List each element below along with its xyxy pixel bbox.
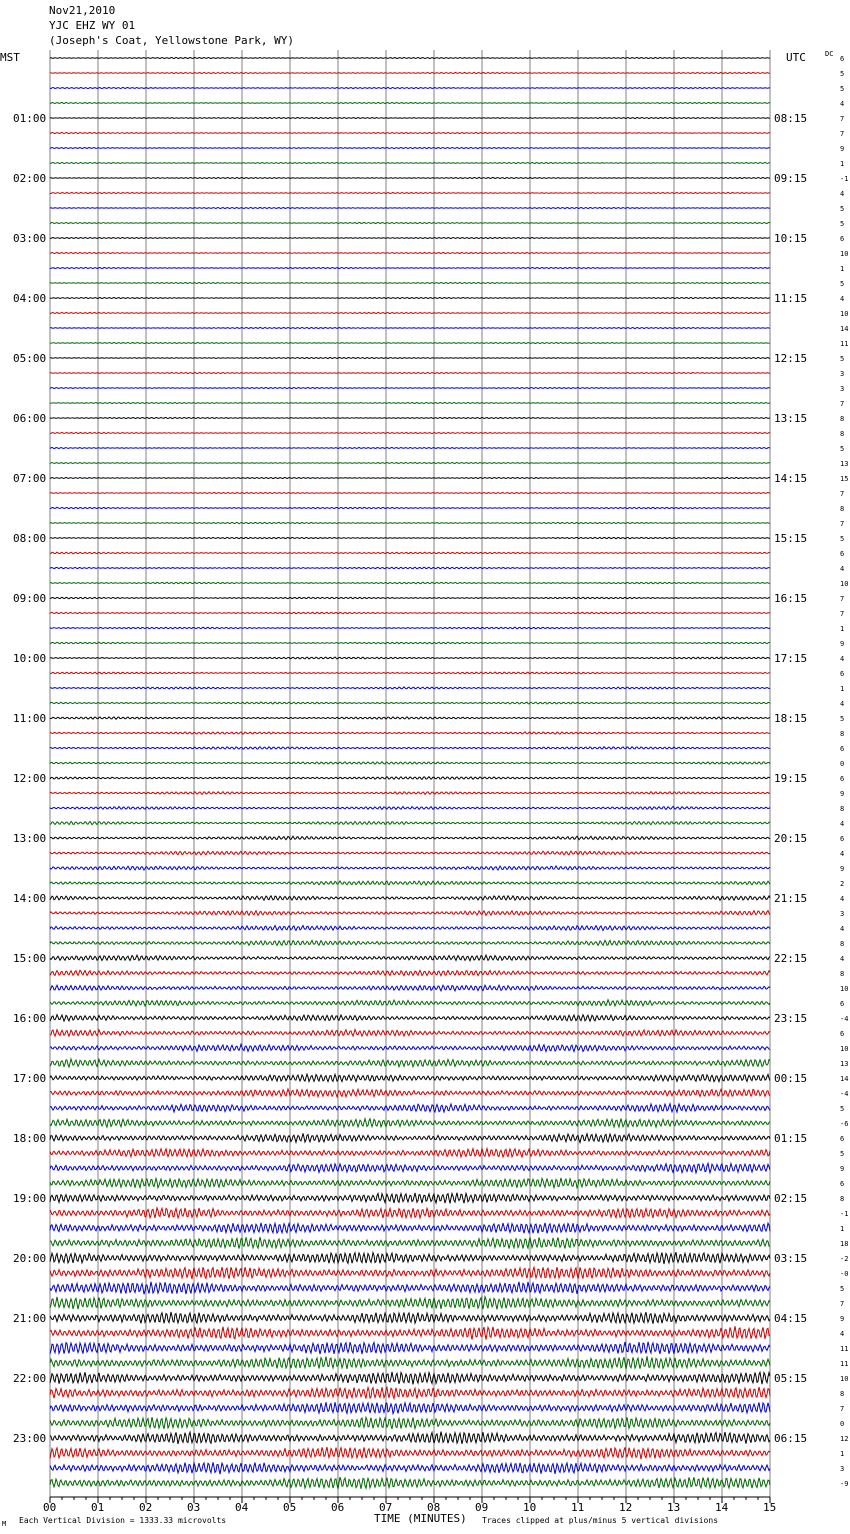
right-hour-label: 19:15	[774, 772, 808, 785]
left-hour-label: 10:00	[13, 652, 47, 665]
trace-42	[50, 687, 770, 689]
trace-13	[50, 252, 770, 253]
dc-offset-95: -9	[840, 1480, 849, 1488]
x-tick-label-14: 14	[715, 1501, 729, 1514]
dc-offset-24: 8	[840, 415, 845, 423]
right-hour-label: 18:15	[774, 712, 808, 725]
left-hour-label: 19:00	[13, 1192, 47, 1205]
dc-offset-40: 4	[840, 655, 845, 663]
dc-offset-26: 5	[840, 445, 845, 453]
dc-offset-60: 4	[840, 955, 845, 963]
dc-offset-68: 14	[840, 1075, 849, 1083]
dc-offset-32: 5	[840, 535, 845, 543]
trace-34	[50, 567, 770, 569]
trace-11	[50, 222, 770, 223]
trace-45	[50, 732, 770, 734]
dc-offset-21: 3	[840, 370, 845, 378]
trace-87	[50, 1356, 770, 1369]
trace-95	[50, 1477, 770, 1489]
trace-6	[50, 147, 770, 148]
clip-note: Traces clipped at plus/minus 5 vertical divisions	[482, 1516, 719, 1525]
right-hour-label: 13:15	[774, 412, 808, 425]
dc-offset-8: -1	[840, 175, 849, 183]
dc-offset-19: 11	[840, 340, 849, 348]
trace-2	[50, 87, 770, 88]
dc-offset-65: 6	[840, 1030, 845, 1038]
x-tick-label-13: 13	[667, 1501, 681, 1514]
trace-53	[50, 851, 770, 855]
dc-offset-48: 6	[840, 775, 845, 783]
dc-offset-66: 10	[840, 1045, 849, 1053]
left-hour-label: 02:00	[13, 172, 47, 185]
dc-offset-15: 5	[840, 280, 845, 288]
dc-offset-34: 4	[840, 565, 845, 573]
right-hour-label: 12:15	[774, 352, 808, 365]
trace-88	[50, 1372, 770, 1385]
dc-offset-81: -0	[840, 1270, 849, 1278]
header-station: YJC EHZ WY 01	[49, 19, 136, 32]
trace-50	[50, 806, 770, 809]
right-hour-label: 15:15	[774, 532, 808, 545]
trace-65	[50, 1029, 770, 1036]
trace-8	[50, 177, 770, 178]
dc-offset-47: 0	[840, 760, 845, 768]
dc-offset-87: 11	[840, 1360, 849, 1368]
x-tick-label-8: 08	[427, 1501, 441, 1514]
right-hour-label: 04:15	[774, 1312, 808, 1325]
right-hour-label: 21:15	[774, 892, 808, 905]
trace-48	[50, 777, 770, 780]
left-hour-label: 07:00	[13, 472, 47, 485]
left-hour-label: 09:00	[13, 592, 47, 605]
dc-offset-12: 6	[840, 235, 845, 243]
dc-offset-29: 7	[840, 490, 845, 498]
trace-18	[50, 327, 770, 328]
header-location: (Joseph's Coat, Yellowstone Park, WY)	[49, 34, 295, 47]
x-tick-label-3: 03	[187, 1501, 201, 1514]
dc-offset-85: 4	[840, 1330, 845, 1338]
right-hour-label: 10:15	[774, 232, 808, 245]
right-hour-label: 08:15	[774, 112, 808, 125]
trace-43	[50, 702, 770, 704]
trace-14	[50, 267, 770, 268]
dc-offset-0: 6	[840, 55, 845, 63]
x-tick-label-1: 01	[91, 1501, 105, 1514]
trace-24	[50, 417, 770, 418]
trace-51	[50, 821, 770, 824]
trace-9	[50, 192, 770, 193]
trace-83	[50, 1297, 770, 1310]
trace-69	[50, 1089, 770, 1097]
dc-offset-17: 10	[840, 310, 849, 318]
dc-offset-28: 15	[840, 475, 849, 483]
dc-offset-89: 8	[840, 1390, 845, 1398]
trace-72	[50, 1133, 770, 1142]
right-hour-label: 22:15	[774, 952, 808, 965]
dc-offset-76: 8	[840, 1195, 845, 1203]
trace-29	[50, 492, 770, 493]
x-tick-label-11: 11	[571, 1501, 585, 1514]
dc-offset-31: 7	[840, 520, 845, 528]
trace-57	[50, 911, 770, 916]
x-tick-label-15: 15	[763, 1501, 777, 1514]
dc-offset-16: 4	[840, 295, 845, 303]
trace-55	[50, 881, 770, 885]
dc-offset-27: 13	[840, 460, 849, 468]
dc-offset-30: 8	[840, 505, 845, 513]
dc-offset-55: 2	[840, 880, 845, 888]
dc-offset-41: 6	[840, 670, 845, 678]
trace-76	[50, 1193, 770, 1204]
dc-offset-54: 9	[840, 865, 845, 873]
trace-67	[50, 1059, 770, 1067]
dc-offset-6: 9	[840, 145, 845, 153]
left-hour-label: 17:00	[13, 1072, 47, 1085]
trace-1	[50, 72, 770, 73]
dc-offset-84: 9	[840, 1315, 845, 1323]
right-hour-label: 20:15	[774, 832, 808, 845]
trace-59	[50, 940, 770, 945]
dc-offset-79: 18	[840, 1240, 849, 1248]
trace-39	[50, 642, 770, 644]
x-axis-title: TIME (MINUTES)	[374, 1512, 467, 1525]
dc-offset-14: 1	[840, 265, 845, 273]
trace-78	[50, 1223, 770, 1233]
dc-offset-59: 8	[840, 940, 845, 948]
trace-74	[50, 1163, 770, 1173]
x-tick-label-7: 07	[379, 1501, 393, 1514]
trace-28	[50, 477, 770, 478]
trace-52	[50, 836, 770, 840]
trace-26	[50, 447, 770, 448]
right-hour-label: 09:15	[774, 172, 808, 185]
dc-offset-70: 5	[840, 1105, 845, 1113]
right-hour-label: 16:15	[774, 592, 808, 605]
dc-offset-82: 5	[840, 1285, 845, 1293]
dc-offset-83: 7	[840, 1300, 845, 1308]
left-hour-label: 03:00	[13, 232, 47, 245]
trace-23	[50, 402, 770, 403]
trace-0	[50, 57, 770, 58]
dc-offset-91: 0	[840, 1420, 845, 1428]
dc-offset-10: 5	[840, 205, 845, 213]
trace-38	[50, 627, 770, 629]
right-hour-label: 01:15	[774, 1132, 808, 1145]
x-tick-label-9: 09	[475, 1501, 489, 1514]
left-hour-label: 12:00	[13, 772, 47, 785]
trace-37	[50, 612, 770, 614]
dc-offset-92: 12	[840, 1435, 849, 1443]
right-hour-label: 23:15	[774, 1012, 808, 1025]
trace-33	[50, 552, 770, 554]
dc-offset-58: 4	[840, 925, 845, 933]
dc-offset-23: 7	[840, 400, 845, 408]
trace-91	[50, 1417, 770, 1429]
trace-79	[50, 1237, 770, 1249]
dc-offset-51: 4	[840, 820, 845, 828]
trace-22	[50, 387, 770, 388]
trace-44	[50, 717, 770, 719]
x-tick-label-12: 12	[619, 1501, 633, 1514]
dc-offset-78: 1	[840, 1225, 845, 1233]
trace-25	[50, 432, 770, 433]
dc-offset-9: 4	[840, 190, 845, 198]
dc-offset-46: 6	[840, 745, 845, 753]
dc-offset-64: -4	[840, 1015, 849, 1023]
trace-61	[50, 970, 770, 976]
dc-offset-37: 7	[840, 610, 845, 618]
trace-16	[50, 297, 770, 298]
dc-offset-63: 6	[840, 1000, 845, 1008]
trace-90	[50, 1402, 770, 1413]
right-hour-label: 03:15	[774, 1252, 808, 1265]
left-hour-label: 05:00	[13, 352, 47, 365]
trace-81	[50, 1267, 770, 1279]
trace-10	[50, 207, 770, 208]
left-hour-label: 21:00	[13, 1312, 47, 1325]
trace-82	[50, 1282, 770, 1295]
trace-62	[50, 985, 770, 991]
dc-offset-73: 5	[840, 1150, 845, 1158]
dc-offset-74: 9	[840, 1165, 845, 1173]
trace-4	[50, 117, 770, 118]
left-hour-label: 14:00	[13, 892, 47, 905]
trace-7	[50, 162, 770, 163]
dc-offset-42: 1	[840, 685, 845, 693]
trace-5	[50, 132, 770, 133]
trace-63	[50, 1000, 770, 1006]
header-date: Nov21,2010	[49, 4, 116, 17]
trace-12	[50, 237, 770, 238]
trace-27	[50, 462, 770, 463]
trace-40	[50, 657, 770, 659]
trace-60	[50, 955, 770, 961]
trace-20	[50, 357, 770, 358]
dc-offset-90: 7	[840, 1405, 845, 1413]
dc-offset-88: 10	[840, 1375, 849, 1383]
dc-offset-80: -2	[840, 1255, 849, 1263]
trace-group	[50, 55, 848, 1489]
trace-93	[50, 1447, 770, 1459]
trace-54	[50, 866, 770, 870]
dc-offset-2: 5	[840, 85, 845, 93]
left-hour-label: 01:00	[13, 112, 47, 125]
dc-offset-7: 1	[840, 160, 845, 168]
right-hour-label: 14:15	[774, 472, 808, 485]
dc-label: DC	[825, 50, 834, 58]
dc-offset-25: 8	[840, 430, 845, 438]
dc-offset-49: 9	[840, 790, 845, 798]
left-hour-label: 04:00	[13, 292, 47, 305]
dc-offset-72: 6	[840, 1135, 845, 1143]
right-hour-label: 02:15	[774, 1192, 808, 1205]
dc-offset-39: 9	[840, 640, 845, 648]
left-zone-label: MST	[0, 51, 20, 64]
dc-offset-75: 6	[840, 1180, 845, 1188]
left-hour-label: 20:00	[13, 1252, 47, 1265]
trace-80	[50, 1252, 770, 1264]
dc-offset-69: -4	[840, 1090, 849, 1098]
dc-offset-18: 14	[840, 325, 849, 333]
trace-31	[50, 522, 770, 523]
trace-19	[50, 342, 770, 343]
trace-73	[50, 1149, 770, 1158]
dc-offset-36: 7	[840, 595, 845, 603]
trace-94	[50, 1462, 770, 1474]
trace-56	[50, 896, 770, 901]
trace-85	[50, 1326, 770, 1339]
right-zone-label: UTC	[786, 51, 806, 64]
dc-offset-53: 4	[840, 850, 845, 858]
right-hour-label: 11:15	[774, 292, 808, 305]
left-hour-label: 13:00	[13, 832, 47, 845]
x-tick-label-6: 06	[331, 1501, 345, 1514]
trace-3	[50, 102, 770, 103]
dc-offset-67: 13	[840, 1060, 849, 1068]
right-hour-label: 05:15	[774, 1372, 808, 1385]
dc-offset-44: 5	[840, 715, 845, 723]
x-tick-label-2: 02	[139, 1501, 153, 1514]
time-grid	[50, 50, 770, 1497]
left-hour-label: 08:00	[13, 532, 47, 545]
x-tick-label-0: 00	[43, 1501, 57, 1514]
left-hour-label: 15:00	[13, 952, 47, 965]
trace-92	[50, 1432, 770, 1444]
left-hour-label: 06:00	[13, 412, 47, 425]
dc-offset-50: 8	[840, 805, 845, 813]
dc-offset-38: 1	[840, 625, 845, 633]
trace-84	[50, 1312, 770, 1324]
dc-offset-1: 5	[840, 70, 845, 78]
trace-86	[50, 1342, 770, 1354]
trace-89	[50, 1387, 770, 1399]
trace-41	[50, 672, 770, 674]
trace-49	[50, 792, 770, 795]
left-hour-label: 11:00	[13, 712, 47, 725]
trace-77	[50, 1208, 770, 1218]
dc-offset-77: -1	[840, 1210, 849, 1218]
trace-36	[50, 597, 770, 599]
trace-15	[50, 282, 770, 283]
dc-offset-56: 4	[840, 895, 845, 903]
scale-note: Each Vertical Division = 1333.33 microvolts	[19, 1516, 227, 1525]
dc-offset-86: 11	[840, 1345, 849, 1353]
x-tick-label-10: 10	[523, 1501, 537, 1514]
left-hour-label: 22:00	[13, 1372, 47, 1385]
dc-offset-52: 6	[840, 835, 845, 843]
trace-30	[50, 507, 770, 508]
trace-70	[50, 1104, 770, 1112]
dc-offset-71: -6	[840, 1120, 849, 1128]
x-tick-label-5: 05	[283, 1501, 297, 1514]
dc-offset-33: 6	[840, 550, 845, 558]
right-hour-label: 06:15	[774, 1432, 808, 1445]
dc-offset-43: 4	[840, 700, 845, 708]
dc-offset-22: 3	[840, 385, 845, 393]
left-hour-label: 18:00	[13, 1132, 47, 1145]
trace-35	[50, 582, 770, 584]
trace-71	[50, 1118, 770, 1127]
dc-offset-35: 10	[840, 580, 849, 588]
corner-mark: M	[2, 1520, 7, 1528]
dc-offset-93: 1	[840, 1450, 845, 1458]
trace-47	[50, 762, 770, 765]
right-hour-label: 17:15	[774, 652, 808, 665]
dc-offset-20: 5	[840, 355, 845, 363]
dc-offset-5: 7	[840, 130, 845, 138]
dc-offset-61: 8	[840, 970, 845, 978]
dc-offset-4: 7	[840, 115, 845, 123]
x-tick-label-4: 04	[235, 1501, 249, 1514]
dc-offset-11: 5	[840, 220, 845, 228]
trace-64	[50, 1015, 770, 1022]
dc-offset-57: 3	[840, 910, 845, 918]
trace-21	[50, 372, 770, 373]
trace-75	[50, 1178, 770, 1188]
trace-68	[50, 1074, 770, 1081]
trace-17	[50, 312, 770, 313]
left-hour-label: 16:00	[13, 1012, 47, 1025]
dc-offset-3: 4	[840, 100, 845, 108]
right-hour-label: 00:15	[774, 1072, 808, 1085]
dc-offset-62: 10	[840, 985, 849, 993]
trace-46	[50, 747, 770, 750]
dc-offset-94: 3	[840, 1465, 845, 1473]
trace-32	[50, 537, 770, 538]
trace-58	[50, 926, 770, 931]
dc-offset-13: 10	[840, 250, 849, 258]
trace-66	[50, 1044, 770, 1051]
dc-offset-45: 8	[840, 730, 845, 738]
left-hour-label: 23:00	[13, 1432, 47, 1445]
